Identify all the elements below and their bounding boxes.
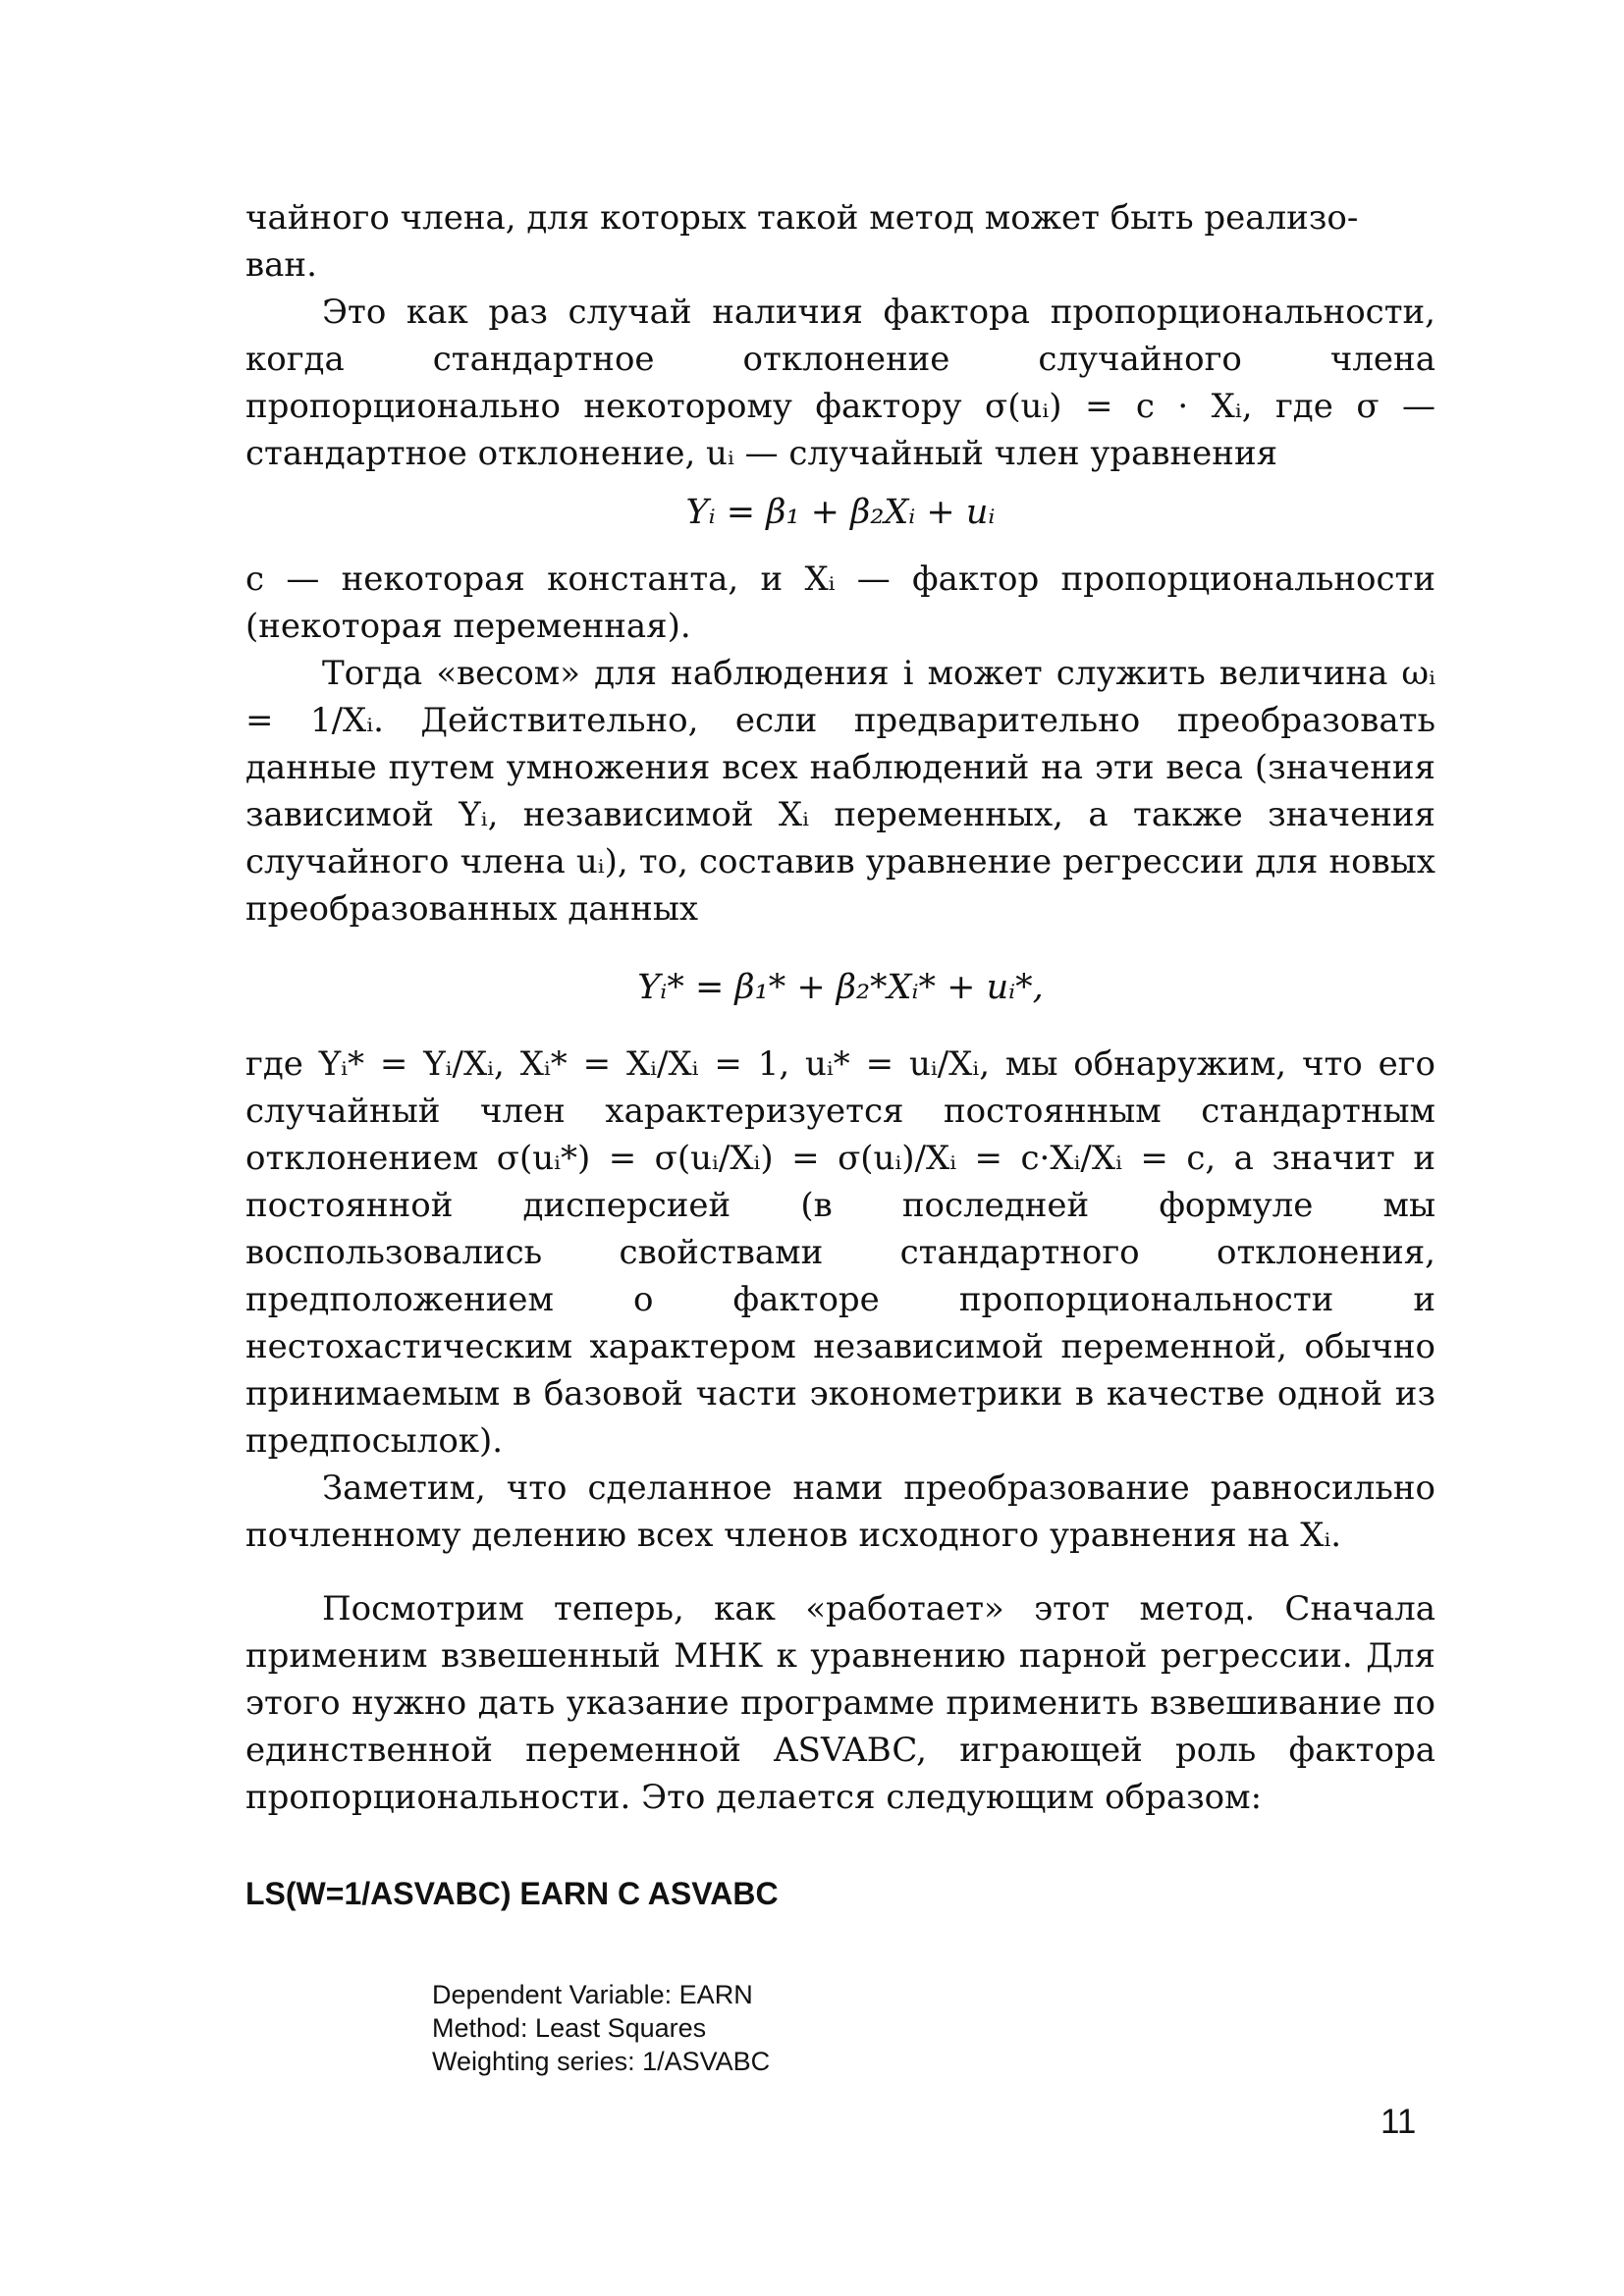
text-block-4: [245, 1585, 1435, 1821]
paragraph: где Yᵢ* = Yᵢ/Xᵢ, Xᵢ* = Xᵢ/Xᵢ = 1, uᵢ* = uᵢ/Xᵢ, мы обнаружим, что его случайный член характеризуется постоянным стандартным отклонением σ(uᵢ*) = σ(uᵢ/Xᵢ) = σ(uᵢ)/Xᵢ = c·Xᵢ/Xᵢ = c, а значит и постоянной дисперсией (в последней формуле мы воспользовались свойствами стандартного отклонения, предположением о факторе пропорциональности и нестохастическим характером независимой переменной, обычно принимаемым в базовой части эконометрики в качестве одной из предпосылок).: [245, 1044, 1435, 1461]
equation-regression: Yᵢ = β₁ + β₂Xᵢ + uᵢ: [685, 493, 996, 532]
text-block-2: [245, 556, 1435, 933]
output-line: Method: Least Squares: [432, 2013, 707, 2043]
output-line: Dependent Variable: EARN: [432, 1980, 753, 2009]
paragraph: Посмотрим теперь, как «работает» этот метод. Сначала применим взвешенный МНК к уравнению парной регрессии. Для этого нужно дать указание программе применить взвешивание по единственной переменной ASVABC, играющей роль фактора пропорциональности. Это делается следующим образом:: [245, 1589, 1435, 1817]
text-block-1: [245, 194, 1435, 477]
program-command: LS(W=1/ASVABC) EARN C ASVABC: [245, 1876, 779, 1911]
paragraph: чайного члена, для которых такой метод может быть реализо- ван.: [245, 198, 1359, 285]
output-line: Weighting series: 1/ASVABC: [432, 2047, 771, 2076]
regression-output-header: [432, 1978, 770, 2078]
text-block-3: [245, 1041, 1435, 1559]
paragraph: Тогда «весом» для наблюдения i может служить величина ωᵢ = 1/Xᵢ. Действительно, если предварительно преобразовать данные путем умножения всех наблюдений на эти веса (значения зависимой Yᵢ, независимой Xᵢ переменных, а также значения случайного члена uᵢ), то, составив уравнение регрессии для новых преобразованных данных: [245, 654, 1435, 929]
equation-transformed-regression: Yᵢ* = β₁* + β₂*Xᵢ* + uᵢ*,: [637, 968, 1044, 1007]
paragraph: Это как раз случай наличия фактора пропорциональности, когда стандартное отклонение случайного члена пропорционально некоторому фактору σ(uᵢ) = c · Xᵢ, где σ — стандартное отклонение, uᵢ — случайный член уравнения: [245, 293, 1435, 473]
page-number: 11: [1380, 2103, 1417, 2141]
paragraph: Заметим, что сделанное нами преобразование равносильно почленному делению всех членов исходного уравнения на Xᵢ.: [245, 1468, 1435, 1555]
paragraph: c — некоторая константа, и Xᵢ — фактор пропорциональности (некоторая переменная).: [245, 560, 1435, 646]
